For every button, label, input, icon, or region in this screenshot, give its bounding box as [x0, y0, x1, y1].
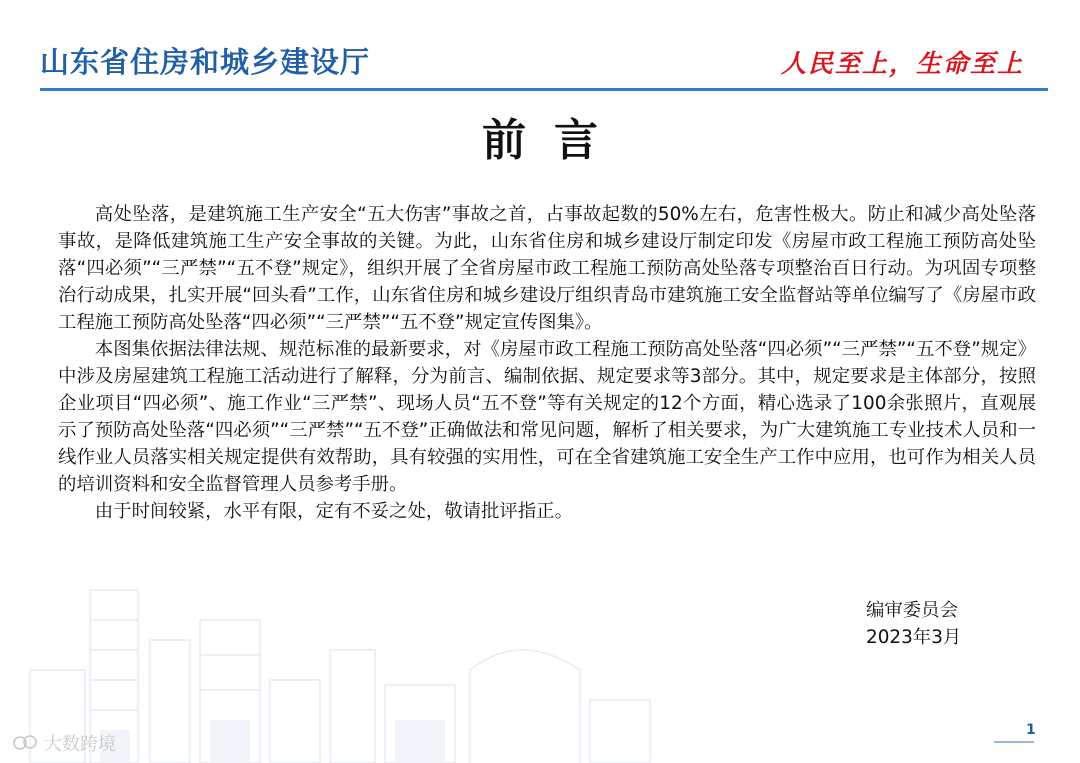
footer-divider	[994, 741, 1034, 743]
page-title: 前言	[482, 115, 626, 166]
watermark-text: 大数跨境	[44, 734, 116, 755]
page-number: 1	[1026, 722, 1036, 738]
watermark	[12, 730, 116, 756]
signature-block	[866, 597, 961, 651]
preface-paragraph-3: 由于时间较紧，水平有限，定有不妥之处，敬请批评指正。	[94, 501, 573, 522]
header-organization: 山东省住房和城乡建设厅	[40, 45, 371, 79]
chat-bubble-icon	[12, 734, 38, 752]
preface-body	[58, 201, 1036, 525]
signature-date: 2023年3月	[866, 627, 962, 648]
signature-committee: 编审委员会	[866, 600, 958, 621]
preface-paragraph-1: 高处坠落，是建筑施工生产安全“五大伤害”事故之首，占事故起数的50%左右，危害性极大。防止和减少高处坠落事故，是降低建筑施工生产安全事故的关键。为此，山东省住房和城乡建设厅制定印发《房屋市政工程施工预防高处坠落“四必须”“三严禁”“五不登”规定》，组织开展了全省房屋市政工程施工预防高处坠落专项整治百日行动。为巩固专项整治行动成果，扎实开展“回头看”工作，山东省住房和城乡建设厅组织青岛市建筑施工安全监督站等单位编写了《房屋市政工程施工预防高处坠落“四必须”“三严禁”“五不登”规定宣传图集》。	[58, 204, 1036, 333]
header-slogan: 人民至上，生命至上	[780, 49, 1024, 78]
header-divider	[40, 88, 1048, 91]
preface-paragraph-2: 本图集依据法律法规、规范标准的最新要求，对《房屋市政工程施工预防高处坠落“四必须”“三严禁”“五不登”规定》中涉及房屋建筑工程施工活动进行了解释，分为前言、编制依据、规定要求等3部分。其中，规定要求是主体部分，按照企业项目“四必须”、施工作业“三严禁”、现场人员“五不登”等有关规定的12个方面，精心选录了100余张照片，直观展示了预防高处坠落“四必须”“三严禁”“五不登”正确做法和常见问题，解析了相关要求，为广大建筑施工专业技术人员和一线作业人员落实相关规定提供有效帮助，具有较强的实用性，可在全省建筑施工安全生产工作中应用，也可作为相关人员的培训资料和安全监督管理人员参考手册。	[58, 339, 1036, 495]
